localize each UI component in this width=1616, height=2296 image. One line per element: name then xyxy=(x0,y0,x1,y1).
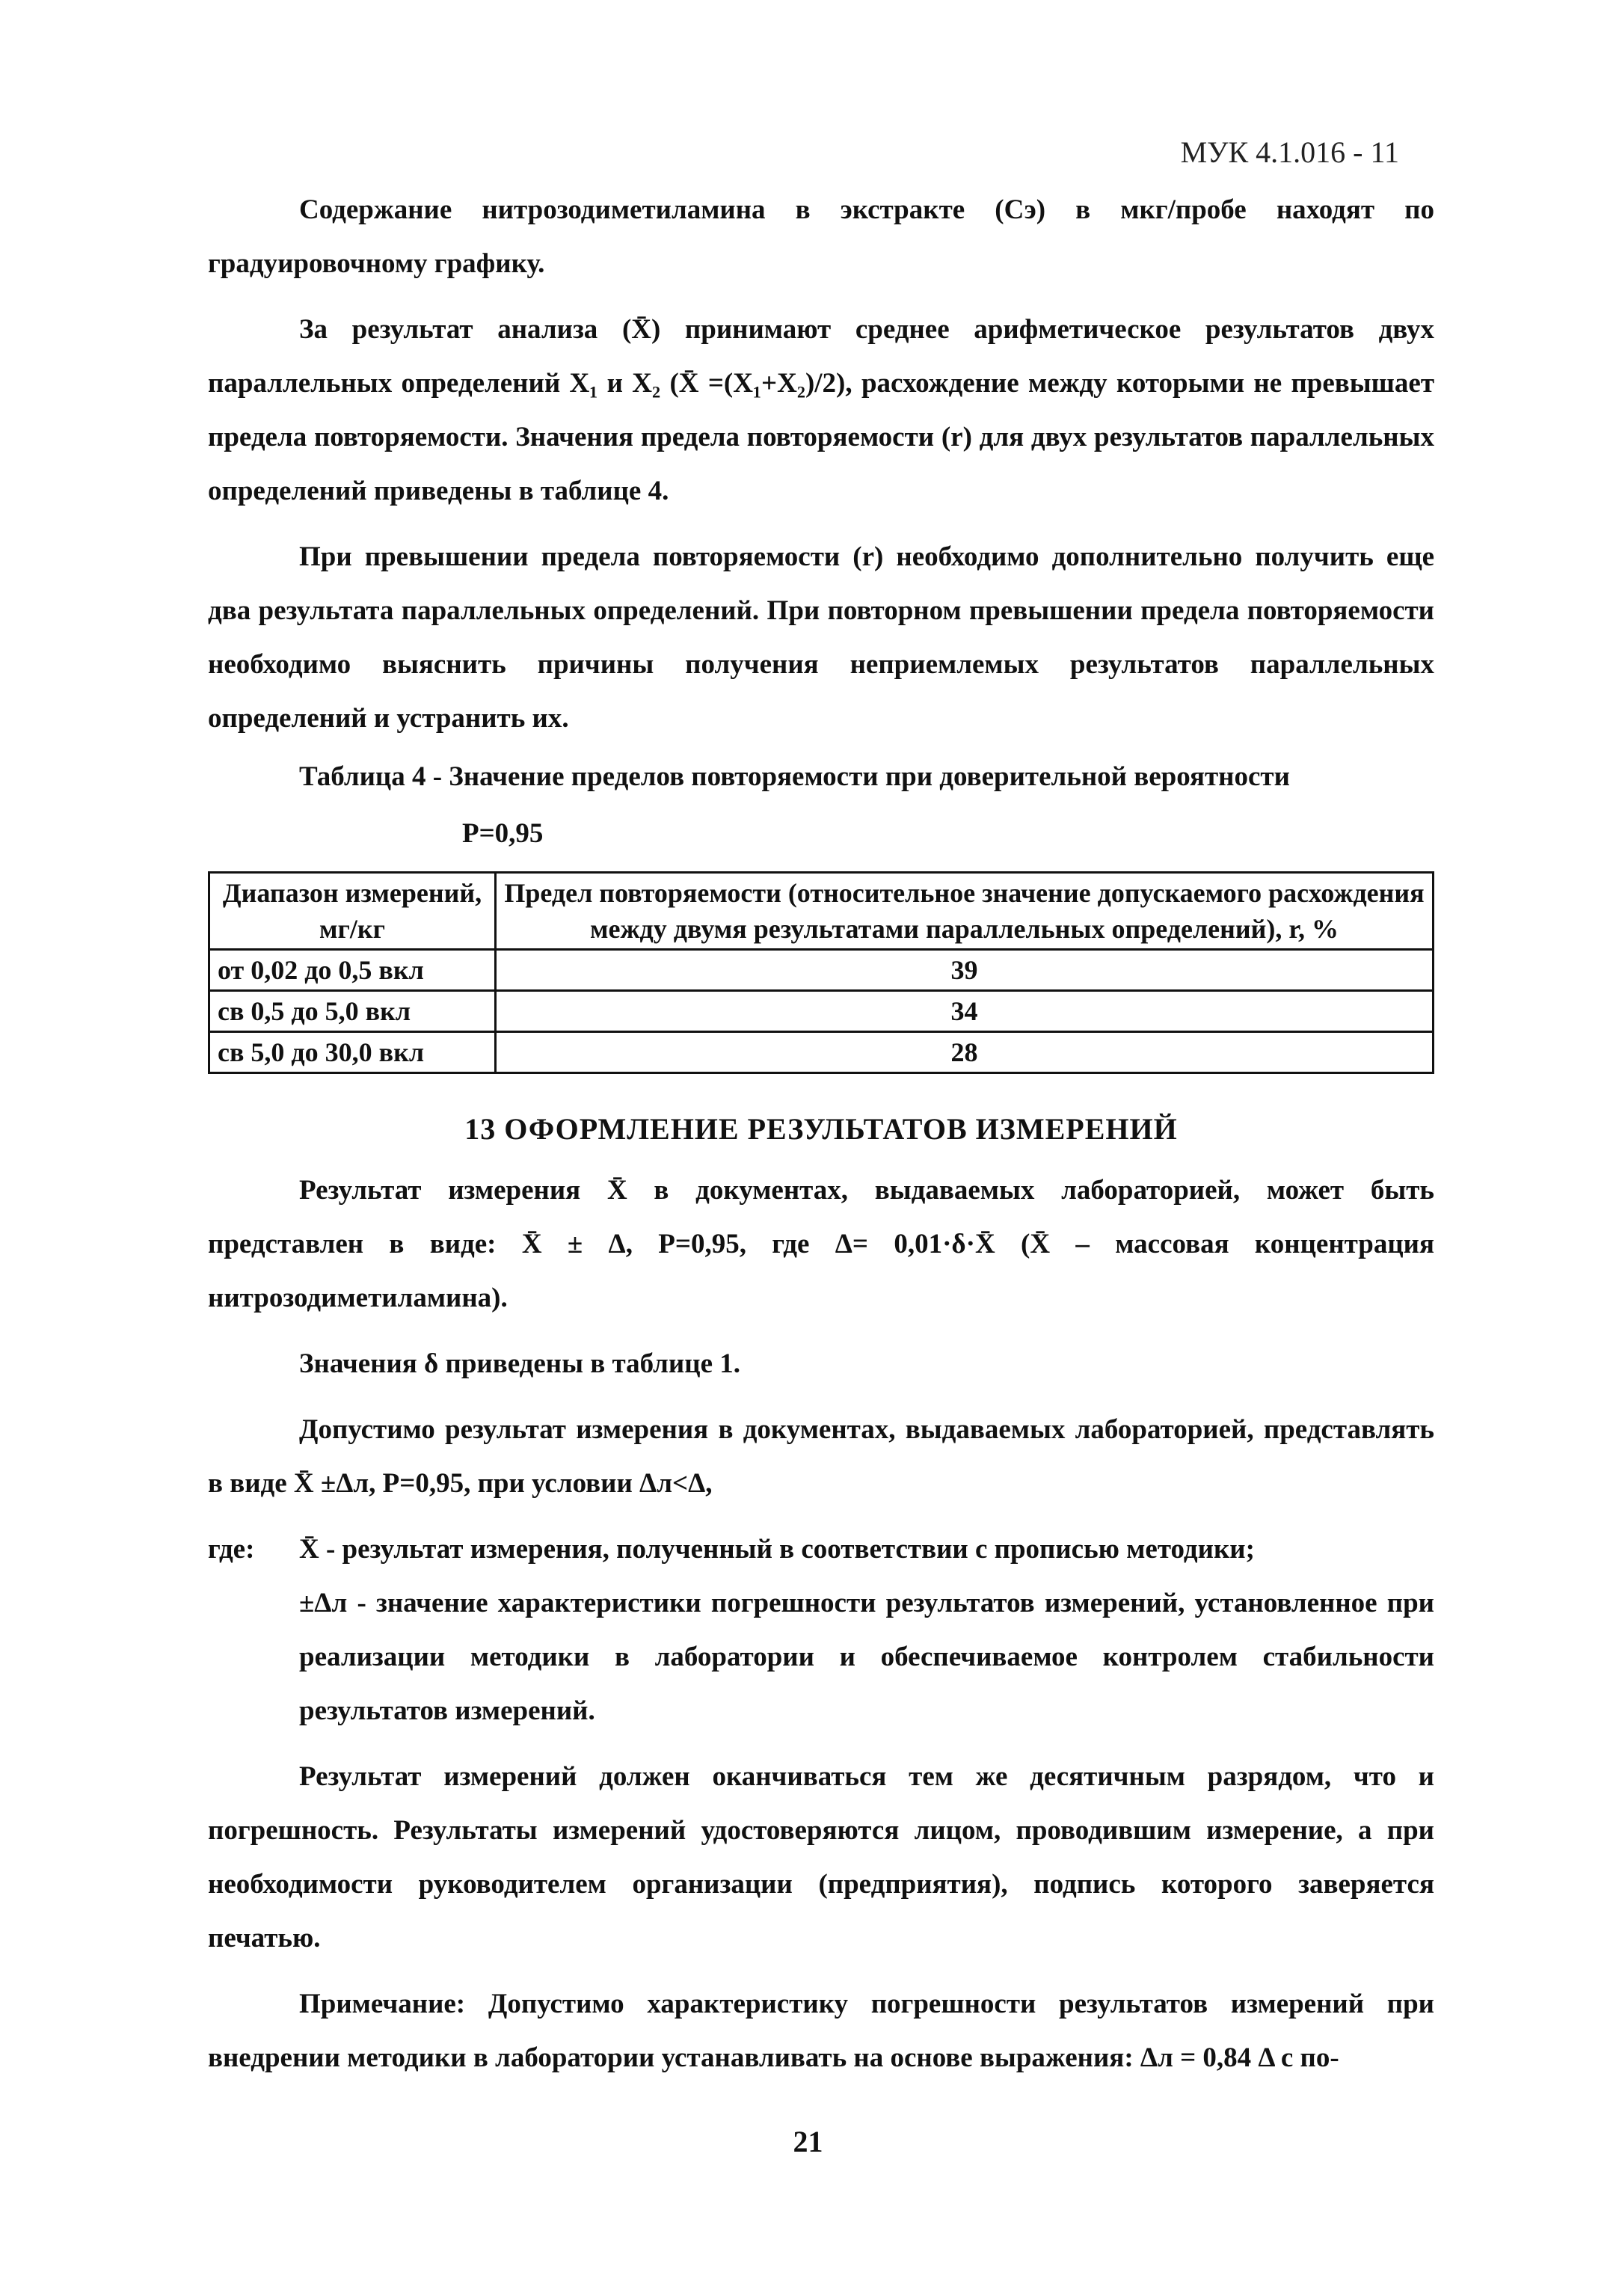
document-code: МУК 4.1.016 - 11 xyxy=(1180,135,1399,169)
definition-text: X̄ - результат измерения, полученный в соответствии с прописью методики; xyxy=(299,1534,1255,1565)
table-caption: Таблица 4 - Значение пределов повторяемости при доверительной вероятности xyxy=(299,761,1290,792)
header-cell-range: Диапазон измерений, мг/кг xyxy=(209,873,496,950)
paragraph: При превышении предела повторяемости (r) необходимо дополнительно получить еще два результата параллельных определений. При повторном превышении предела повторяемости необходимо выяснить причины получения неприемлемых результатов параллельных определений и устранить их. xyxy=(208,541,1434,734)
cell-range: св 5,0 до 30,0 вкл xyxy=(209,1032,496,1073)
definition-row xyxy=(208,1523,1434,1577)
section-title: 13 ОФОРМЛЕНИЕ РЕЗУЛЬТАТОВ ИЗМЕРЕНИЙ xyxy=(464,1112,1178,1146)
table-row xyxy=(209,1032,1434,1073)
paragraph: Допустимо результат измерения в документах, выдаваемых лабораторией, представлять в виде X̄ ±Δл, P=0,95, при условии Δл<Δ, xyxy=(208,1414,1434,1499)
table-row xyxy=(209,991,1434,1032)
cell-value: 39 xyxy=(496,950,1434,991)
table-header-row xyxy=(209,873,1434,950)
definition-text: ±Δл - значение характеристики погрешности результатов измерений, установленное при реализации методики в лаборатории и обеспечиваемое контролем стабильности результатов измерений. xyxy=(299,1588,1434,1726)
paragraph: За результат анализа (X̄) принимают среднее арифметическое результатов двух параллельных определений X₁ и X₂ (X̄ =(X₁+X₂)/2), расхождение между которыми не превышает предела повторяемости. Значения предела повторяемости (r) для двух результатов параллельных определений приведены в таблице 4. xyxy=(208,314,1434,506)
repeatability-table xyxy=(208,871,1434,1074)
where-label: где: xyxy=(208,1534,255,1565)
cell-value: 34 xyxy=(496,991,1434,1032)
paragraph: Значения δ приведены в таблице 1. xyxy=(299,1348,740,1379)
table-caption-probability: P=0,95 xyxy=(462,818,544,849)
cell-value: 28 xyxy=(496,1032,1434,1073)
header-cell-limit: Предел повторяемости (относительное значение допускаемого расхождения между двумя результатами параллельных определений), r, % xyxy=(496,873,1434,950)
table-row xyxy=(209,950,1434,991)
page-body xyxy=(208,183,1434,2085)
cell-range: св 0,5 до 5,0 вкл xyxy=(209,991,496,1032)
paragraph: Результат измерения X̄ в документах, выдаваемых лабораторией, может быть представлен в виде: X̄ ± Δ, P=0,95, где Δ= 0,01·δ·X̄ (X̄ – массовая концентрация нитрозодиметиламина). xyxy=(208,1175,1434,1313)
paragraph: Результат измерений должен оканчиваться тем же десятичным разрядом, что и погрешность. Результаты измерений удостоверяются лицом, проводившим измерение, а при необходимости руководителем организации (предприятия), подпись которого заверяется печатью. xyxy=(208,1761,1434,1953)
cell-range: от 0,02 до 0,5 вкл xyxy=(209,950,496,991)
page-number: 21 xyxy=(793,2125,823,2158)
note-paragraph: Примечание: Допустимо характеристику погрешности результатов измерений при внедрении методики в лаборатории устанавливать на основе выражения: Δл = 0,84 Δ с по- xyxy=(208,1989,1434,2073)
paragraph: Содержание нитрозодиметиламина в экстракте (Сэ) в мкг/пробе находят по градуировочному графику. xyxy=(208,194,1434,279)
